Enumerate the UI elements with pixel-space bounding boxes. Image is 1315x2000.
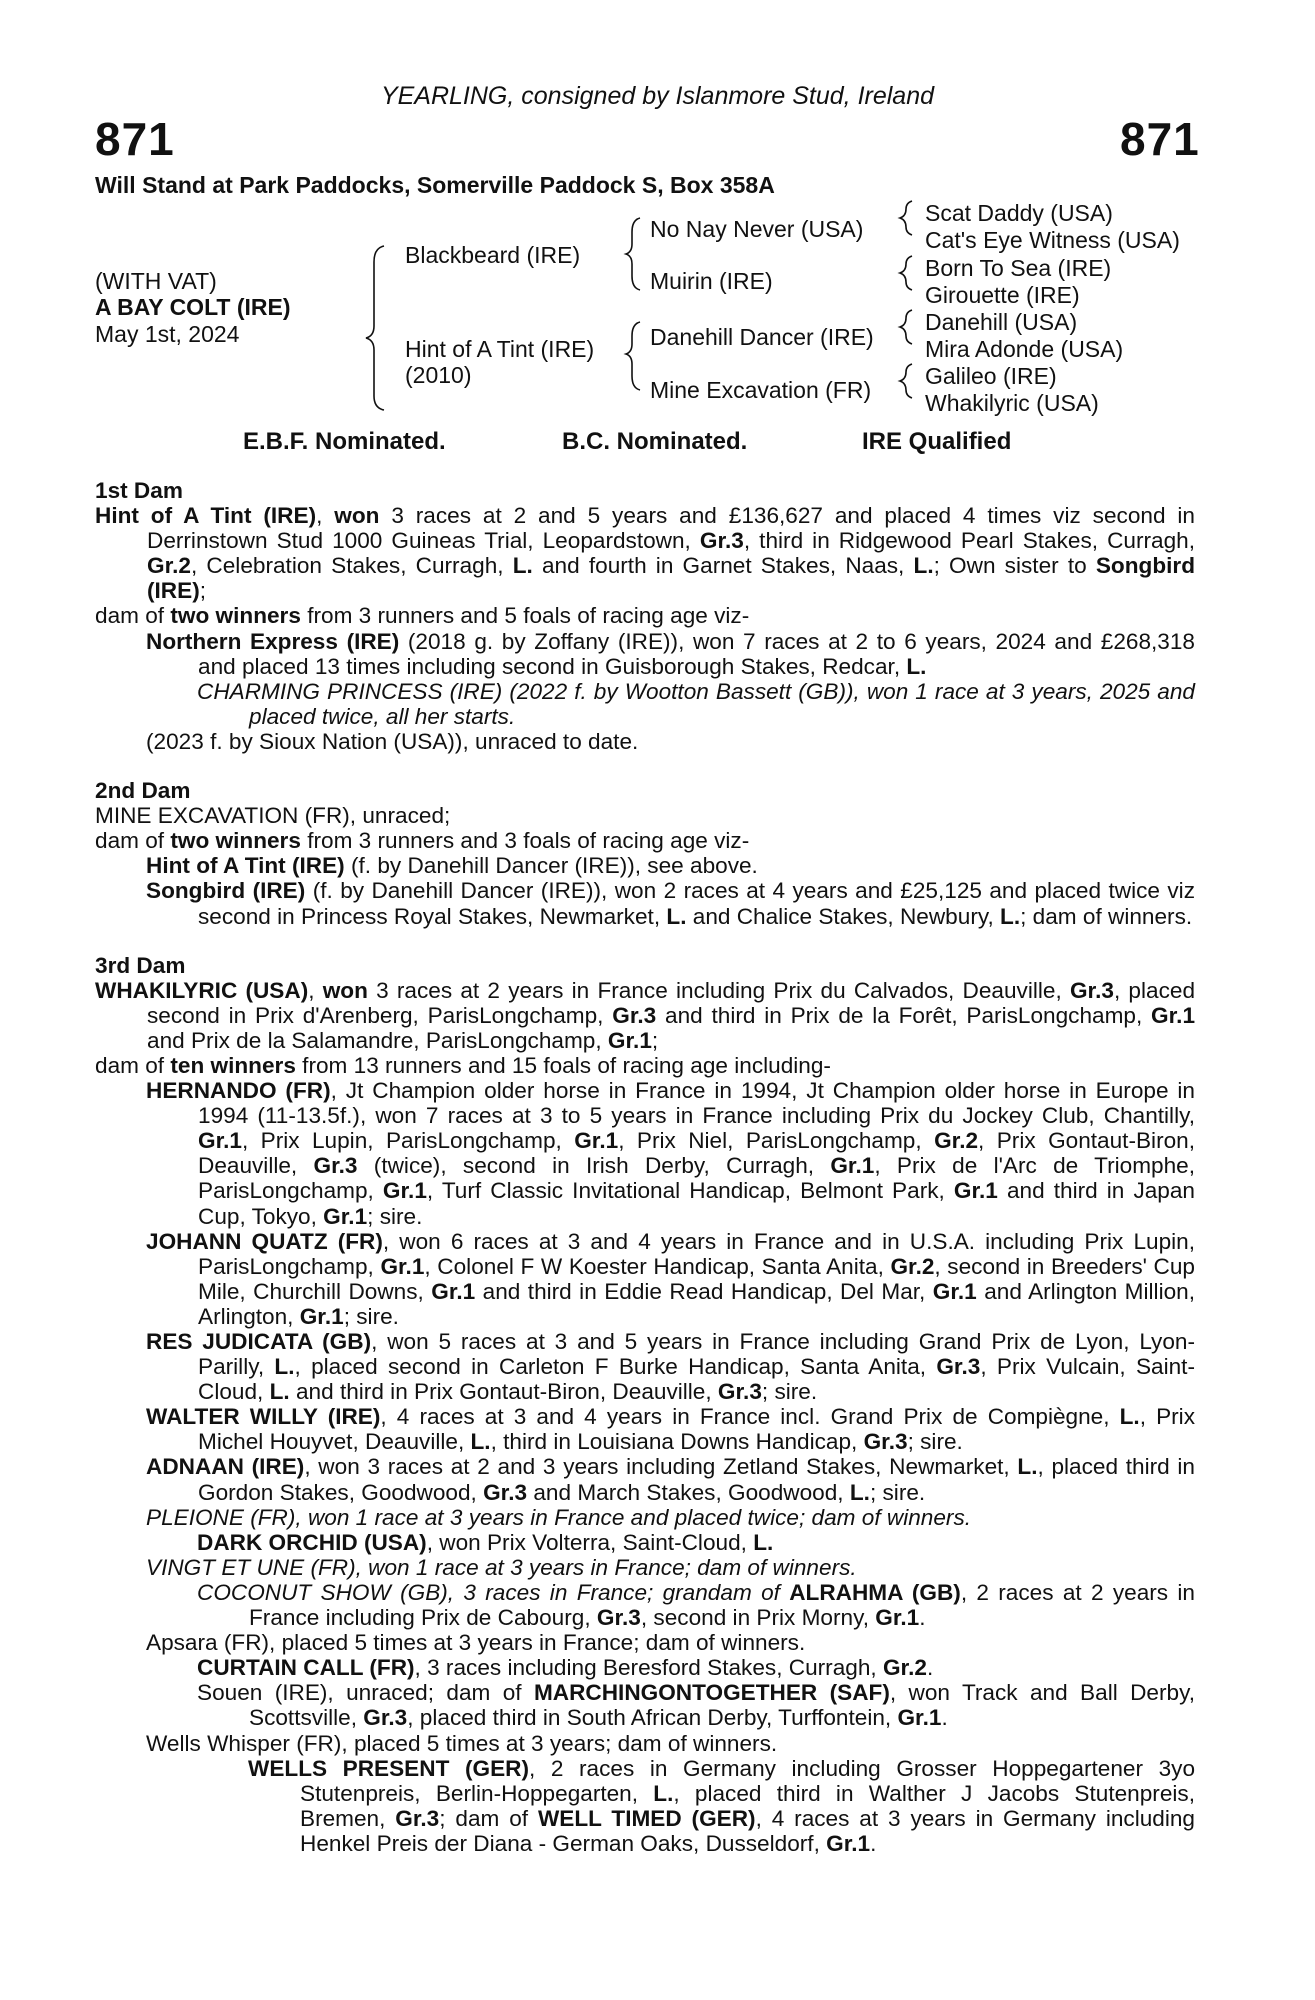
- pedigree-ddd: Whakilyric (USA): [925, 390, 1099, 416]
- lot-number-left: 871: [95, 113, 175, 165]
- first-dam-produce: dam of two winners from 3 runners and 5 foals of racing age viz-: [95, 603, 750, 629]
- pedigree-dam-dam: Mine Excavation (FR): [650, 377, 872, 403]
- pedigree-sdd: Girouette (IRE): [925, 282, 1080, 308]
- foal-vingt-et-une: VINGT ET UNE (FR), won 1 race at 3 years in France; dam of winners.: [146, 1554, 857, 1580]
- first-dam-record: Hint of A Tint (IRE), won 3 races at 2 and 5 years and £136,627 and placed 4 times viz second in Derrinstown Stud 1000 Guineas Trial, Leopardstown, Gr.3, third in Ridgewood Pearl Stakes, Curragh, Gr.2, Celebration Stakes, Curragh, L. and fourth in Garnet Stakes, Naas, L.; Own sister to Songbird (IRE);: [95, 503, 1195, 604]
- ebf-nominated: E.B.F. Nominated.: [243, 428, 446, 455]
- pedigree-dds: Galileo (IRE): [925, 363, 1057, 389]
- foal-wells-whisper: Wells Whisper (FR), placed 5 times at 3 years; dam of winners.: [146, 1730, 778, 1756]
- pedigree-sire-dam: Muirin (IRE): [650, 268, 773, 294]
- first-dam-foal-3: (2023 f. by Sioux Nation (USA)), unraced to date.: [146, 728, 639, 754]
- first-dam-foal-1: Northern Express (IRE) (2018 g. by Zoffany (IRE)), won 7 races at 2 to 6 years, 2024 and £268,318 and placed 13 times including second in Guisborough Stakes, Redcar, L.: [146, 628, 1195, 679]
- pedigree-dam-year: (2010): [405, 362, 472, 388]
- vat-note: (WITH VAT): [95, 268, 217, 294]
- third-dam-produce: dam of ten winners from 13 runners and 15 foals of racing age including-: [95, 1052, 831, 1078]
- pedigree-dam-sire: Danehill Dancer (IRE): [650, 324, 874, 350]
- foal-res-judicata: RES JUDICATA (GB), won 5 races at 3 and 5 years in France including Grand Prix de Lyon, Lyon-Parilly, L., placed second in Carleton F Burke Handicap, Santa Anita, Gr.3, Prix Vulcain, Saint-Cloud, L. and third in Prix Gontaut-Biron, Deauville, Gr.3; sire.: [146, 1329, 1195, 1405]
- second-dam-foal-1: Hint of A Tint (IRE) (f. by Danehill Dancer (IRE)), see above.: [146, 853, 758, 879]
- grandfoal-coconut-show: COCONUT SHOW (GB), 3 races in France; grandam of ALRAHMA (GB), 2 races at 2 years in France including Prix de Cabourg, Gr.3, second in Prix Morny, Gr.1.: [197, 1579, 1195, 1631]
- second-dam-record: MINE EXCAVATION (FR), unraced;: [95, 803, 451, 829]
- horse-dob: May 1st, 2024: [95, 321, 240, 347]
- second-dam-produce: dam of two winners from 3 runners and 3 foals of racing age viz-: [95, 828, 750, 854]
- pedigree-ssd: Cat's Eye Witness (USA): [925, 227, 1180, 253]
- third-dam-heading: 3rd Dam: [95, 952, 186, 978]
- foal-apsara: Apsara (FR), placed 5 times at 3 years in France; dam of winners.: [146, 1630, 806, 1656]
- horse-name: A BAY COLT (IRE): [95, 294, 291, 320]
- pedigree-sire: Blackbeard (IRE): [405, 242, 581, 268]
- grandfoal-curtain-call: CURTAIN CALL (FR), 3 races including Beresford Stakes, Curragh, Gr.2.: [197, 1655, 934, 1681]
- second-dam-foal-2: Songbird (IRE) (f. by Danehill Dancer (IRE)), won 2 races at 4 years and £25,125 and placed twice viz second in Princess Royal Stakes, Newmarket, L. and Chalice Stakes, Newbury, L.; dam of winners.: [146, 878, 1195, 929]
- bc-nominated: B.C. Nominated.: [562, 428, 748, 455]
- foal-johann-quatz: JOHANN QUATZ (FR), won 6 races at 3 and 4 years in France and in U.S.A. including Prix Lupin, ParisLongchamp, Gr.1, Colonel F W Koester Handicap, Santa Anita, Gr.2, second in Breeders' Cup Mile, Churchill Downs, Gr.1 and third in Eddie Read Handicap, Del Mar, Gr.1 and Arlington Million, Arlington, Gr.1; sire.: [146, 1228, 1195, 1329]
- grandfoal-dark-orchid: DARK ORCHID (USA), won Prix Volterra, Saint-Cloud, L.: [197, 1529, 774, 1555]
- catalogue-body: [95, 478, 1195, 1856]
- pedigree-dss: Danehill (USA): [925, 309, 1078, 335]
- lot-number-right: 871: [1120, 113, 1200, 165]
- grandfoal-wells-present: WELLS PRESENT (GER), 2 races in Germany including Grosser Hoppegartener 3yo Stutenpreis, Berlin-Hoppegarten, L., placed third in Walther J Jacobs Stutenpreis, Bremen, Gr.3; dam of WELL TIMED (GER), 4 races at 3 years in Germany including Henkel Preis der Diana - German Oaks, Dusseldorf, Gr.1.: [248, 1755, 1196, 1856]
- third-dam-record: WHAKILYRIC (USA), won 3 races at 2 years in France including Prix du Calvados, Deauville, Gr.3, placed second in Prix d'Arenberg, ParisLongchamp, Gr.3 and third in Prix de la Forêt, ParisLongchamp, Gr.1 and Prix de la Salamandre, ParisLongchamp, Gr.1;: [95, 977, 1196, 1053]
- pedigree-sire-sire: No Nay Never (USA): [650, 216, 864, 242]
- pedigree-sss: Scat Daddy (USA): [925, 200, 1113, 226]
- first-dam-heading: 1st Dam: [95, 478, 183, 503]
- stand-location: Will Stand at Park Paddocks, Somerville Paddock S, Box 358A: [95, 172, 775, 198]
- second-dam-heading: 2nd Dam: [95, 778, 191, 804]
- foal-pleione: PLEIONE (FR), won 1 race at 3 years in France and placed twice; dam of winners.: [146, 1504, 972, 1530]
- foal-hernando: HERNANDO (FR), Jt Champion older horse in France in 1994, Jt Champion older horse in Europe in 1994 (11-13.5f.), won 7 races at 3 to 5 years in France including Prix du Jockey Club, Chantilly, Gr.1, Prix Lupin, ParisLongchamp, Gr.1, Prix Niel, ParisLongchamp, Gr.2, Prix Gontaut-Biron, Deauville, Gr.3 (twice), second in Irish Derby, Curragh, Gr.1, Prix de l'Arc de Triomphe, ParisLongchamp, Gr.1, Turf Classic Invitational Handicap, Belmont Park, Gr.1 and third in Japan Cup, Tokyo, Gr.1; sire.: [146, 1078, 1196, 1229]
- grandfoal-souen: Souen (IRE), unraced; dam of MARCHINGONTOGETHER (SAF), won Track and Ball Derby, Scottsville, Gr.3, placed third in South African Derby, Turffontein, Gr.1.: [197, 1680, 1195, 1731]
- foal-walter-willy: WALTER WILLY (IRE), 4 races at 3 and 4 years in France incl. Grand Prix de Compiègne, L., Prix Michel Houyvet, Deauville, L., third in Louisiana Downs Handicap, Gr.3; sire.: [146, 1404, 1196, 1455]
- pedigree-sds: Born To Sea (IRE): [925, 255, 1112, 281]
- first-dam-foal-2: CHARMING PRINCESS (IRE) (2022 f. by Wootton Bassett (GB)), won 1 race at 3 years, 2025 and placed twice, all her starts.: [197, 678, 1195, 729]
- foal-adnaan: ADNAAN (IRE), won 3 races at 2 and 3 years including Zetland Stakes, Newmarket, L., placed third in Gordon Stakes, Goodwood, Gr.3 and March Stakes, Goodwood, L.; sire.: [146, 1454, 1195, 1505]
- consignment-line: YEARLING, consigned by Islanmore Stud, Ireland: [380, 82, 935, 110]
- pedigree-dam: Hint of A Tint (IRE): [405, 336, 595, 362]
- ire-qualified: IRE Qualified: [862, 428, 1012, 455]
- pedigree-dsd: Mira Adonde (USA): [925, 336, 1124, 362]
